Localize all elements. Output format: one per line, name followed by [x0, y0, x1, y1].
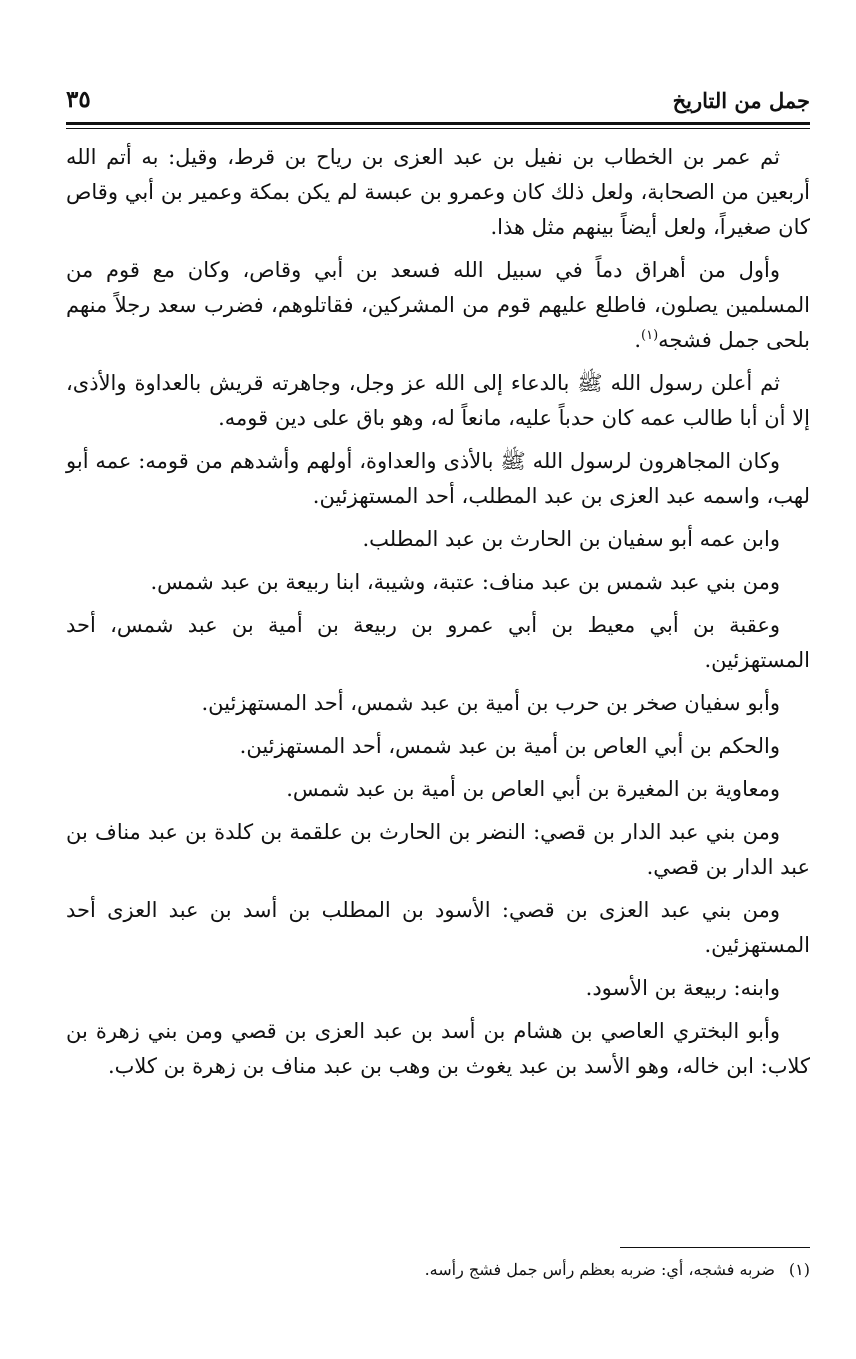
paragraph: وعقبة بن أبي معيط بن أبي عمرو بن ربيعة بن أمية بن عبد شمس، أحد المستهزئين.	[66, 613, 810, 672]
footnote-number: (١)	[788, 1260, 810, 1279]
body-text	[66, 140, 810, 1092]
paragraph: ومن بني عبد العزى بن قصي: الأسود بن المطلب بن أسد بن عبد العزى أحد المستهزئين.	[66, 898, 810, 957]
paragraph: ومن بني عبد الدار بن قصي: النضر بن الحارث بن علقمة بن كلدة بن عبد مناف بن عبد الدار بن قصي.	[66, 820, 810, 879]
paragraph: وابنه: ربيعة بن الأسود.	[585, 976, 780, 1000]
paragraph: والحكم بن أبي العاص بن أمية بن عبد شمس، أحد المستهزئين.	[239, 734, 780, 758]
header-rule-thick	[66, 122, 810, 125]
footnote-text: ضربه فشجه، أي: ضربه بعظم رأس جمل فشج رأسه.	[424, 1260, 775, 1279]
running-header	[66, 86, 810, 122]
paragraph: وأبو سفيان صخر بن حرب بن أمية بن عبد شمس، أحد المستهزئين.	[201, 691, 780, 715]
footnote-rule	[620, 1247, 810, 1248]
paragraph: وكان المجاهرون لرسول الله ﷺ بالأذى والعداوة، أولهم وأشدهم من قومه: عمه أبو لهب، واسمه عبد العزى بن عبد المطلب، أحد المستهزئين.	[66, 449, 810, 508]
page-number: ٣٥	[66, 86, 91, 113]
footnote-marker: (١)	[641, 328, 659, 343]
paragraph: وأبو البختري العاصي بن هشام بن أسد بن عبد العزى بن قصي ومن بني زهرة بن كلاب: ابن خاله، وهو الأسد بن عبد يغوث بن وهب بن عبد مناف بن زهرة بن كلاب.	[66, 1019, 810, 1078]
paragraph: ومن بني عبد شمس بن عبد مناف: عتبة، وشيبة، ابنا ربيعة بن عبد شمس.	[150, 570, 780, 594]
footnote	[66, 1256, 810, 1284]
header-rule-thin	[66, 128, 810, 129]
paragraph: ومعاوية بن المغيرة بن أبي العاص بن أمية بن عبد شمس.	[286, 777, 780, 801]
paragraph: ثم عمر بن الخطاب بن نفيل بن عبد العزى بن رياح بن قرط، وقيل: به أتم الله أربعين من الصحابة، ولعل ذلك كان وعمرو بن عبسة لم يكن بمكة وعمير بن أبي وقاص كان صغيراً، ولعل أيضاً بينهم مثل هذا.	[66, 145, 810, 239]
paragraph: وأول من أهراق دماً في سبيل الله فسعد بن أبي وقاص، وكان مع قوم من المسلمين يصلون، فاطلع عليهم قوم من المشركين، فقاتلوهم، فضرب سعد رجلاً منهم بلحى جمل فشجه$^{(١)}$.	[66, 258, 810, 352]
book-title: جمل من التاريخ	[672, 88, 810, 113]
paragraph-text: وأول من أهراق دماً في سبيل الله فسعد بن أبي وقاص، وكان مع قوم من المسلمين يصلون، فاطلع عليهم قوم من المشركين، فقاتلوهم، فضرب سعد رجلاً منهم بلحى جمل فشجه	[66, 258, 810, 352]
paragraph: وابن عمه أبو سفيان بن الحارث بن عبد المطلب.	[362, 527, 780, 551]
paragraph: ثم أعلن رسول الله ﷺ بالدعاء إلى الله عز وجل، وجاهرته قريش بالعداوة والأذى، إلا أن أبا طالب عمه كان حدباً عليه، مانعاً له، وهو باق على دين قومه.	[66, 371, 810, 430]
